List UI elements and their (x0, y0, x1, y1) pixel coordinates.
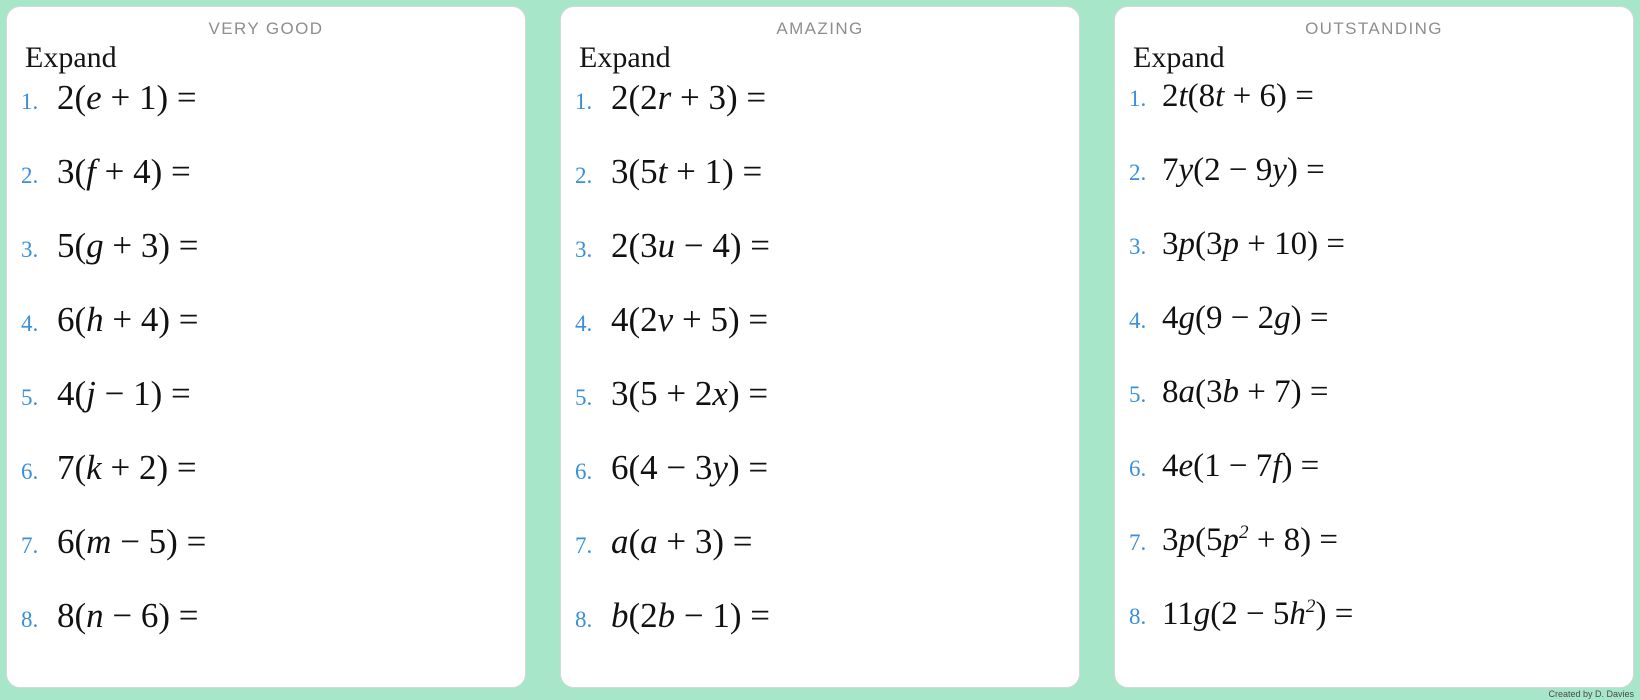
question-text: a(a + 3) = (611, 522, 753, 561)
question-list-very-good (21, 78, 511, 670)
question-number: 3. (575, 237, 593, 262)
list-item (575, 374, 1065, 448)
question-number: 5. (21, 385, 39, 410)
question-text: 2(2r + 3) = (611, 78, 767, 117)
card-title-very-good: VERY GOOD (208, 19, 324, 38)
question-text: 6(h + 4) = (57, 300, 199, 339)
question-number: 1. (1129, 86, 1147, 111)
list-item (21, 596, 511, 670)
question-text: $11g(2 - 5h^2)$ = (1162, 596, 1354, 632)
card-title-outstanding: OUTSTANDING (1305, 19, 1443, 38)
list-item (21, 448, 511, 522)
list-item (1129, 152, 1619, 226)
list-item (575, 300, 1065, 374)
question-number: 7. (575, 533, 593, 558)
question-number: 7. (1129, 530, 1147, 555)
question-text: 8a(3b + 7) = (1162, 374, 1329, 410)
question-text: 3(5 + 2x) = (611, 374, 769, 413)
question-number: 3. (1129, 234, 1147, 259)
question-number: 5. (1129, 382, 1147, 407)
question-number: 8. (1129, 604, 1147, 629)
question-number: 6. (575, 459, 593, 484)
question-text: 8(n − 6) = (57, 596, 199, 635)
question-number: 2. (575, 163, 593, 188)
list-item (21, 78, 511, 152)
question-card-very-good (6, 6, 526, 688)
list-item (21, 300, 511, 374)
list-item (1129, 300, 1619, 374)
question-number: 6. (21, 459, 39, 484)
list-item (1129, 596, 1619, 670)
question-number: 2. (1129, 160, 1147, 185)
list-item (575, 78, 1065, 152)
question-card-outstanding (1114, 6, 1634, 688)
question-text: 6(4 − 3y) = (611, 448, 769, 487)
question-number: 3. (21, 237, 39, 262)
card-instruction-very-good: Expand (25, 41, 117, 74)
card-title-amazing: AMAZING (776, 19, 864, 38)
question-number: 1. (575, 89, 593, 114)
question-text: 7y(2 − 9y) = (1162, 152, 1325, 188)
card-instruction-outstanding: Expand (1133, 41, 1225, 74)
question-number: 4. (1129, 308, 1147, 333)
question-number: 7. (21, 533, 39, 558)
list-item (575, 152, 1065, 226)
question-list-amazing (575, 78, 1065, 670)
question-text: 6(m − 5) = (57, 522, 207, 561)
list-item (21, 226, 511, 300)
credit-text: Created by D. Davies (1548, 689, 1634, 699)
question-text: 3(5t + 1) = (611, 152, 763, 191)
question-text: 2(3u − 4) = (611, 226, 771, 265)
list-item (575, 226, 1065, 300)
question-text: 3p(3p + 10) = (1162, 226, 1345, 262)
question-number: 8. (575, 607, 593, 632)
question-number: 5. (575, 385, 593, 410)
question-number: 1. (21, 89, 39, 114)
list-item (1129, 448, 1619, 522)
question-number: 4. (575, 311, 593, 336)
question-text: 2(e + 1) = (57, 78, 197, 117)
list-item (21, 152, 511, 226)
question-text: $3p(5p^2 + 8)$ = (1162, 522, 1339, 558)
list-item (21, 374, 511, 448)
question-text: b(2b − 1) = (611, 596, 771, 635)
list-item (575, 448, 1065, 522)
question-text: 7(k + 2) = (57, 448, 197, 487)
question-text: 4(j − 1) = (57, 374, 191, 413)
question-text: 3(f + 4) = (57, 152, 191, 191)
card-instruction-amazing: Expand (579, 41, 671, 74)
question-text: 4e(1 − 7f) = (1162, 448, 1320, 484)
list-item (1129, 522, 1619, 596)
question-number: 2. (21, 163, 39, 188)
question-text: 4g(9 − 2g) = (1162, 300, 1329, 336)
question-card-amazing (560, 6, 1080, 688)
list-item (575, 522, 1065, 596)
question-text: 4(2v + 5) = (611, 300, 769, 339)
question-number: 4. (21, 311, 39, 336)
question-number: 6. (1129, 456, 1147, 481)
question-number: 8. (21, 607, 39, 632)
question-list-outstanding (1129, 78, 1619, 670)
question-text: 2t(8t + 6) = (1162, 78, 1314, 114)
list-item (1129, 374, 1619, 448)
list-item (575, 596, 1065, 670)
list-item (1129, 78, 1619, 152)
list-item (1129, 226, 1619, 300)
question-text: 5(g + 3) = (57, 226, 199, 265)
list-item (21, 522, 511, 596)
